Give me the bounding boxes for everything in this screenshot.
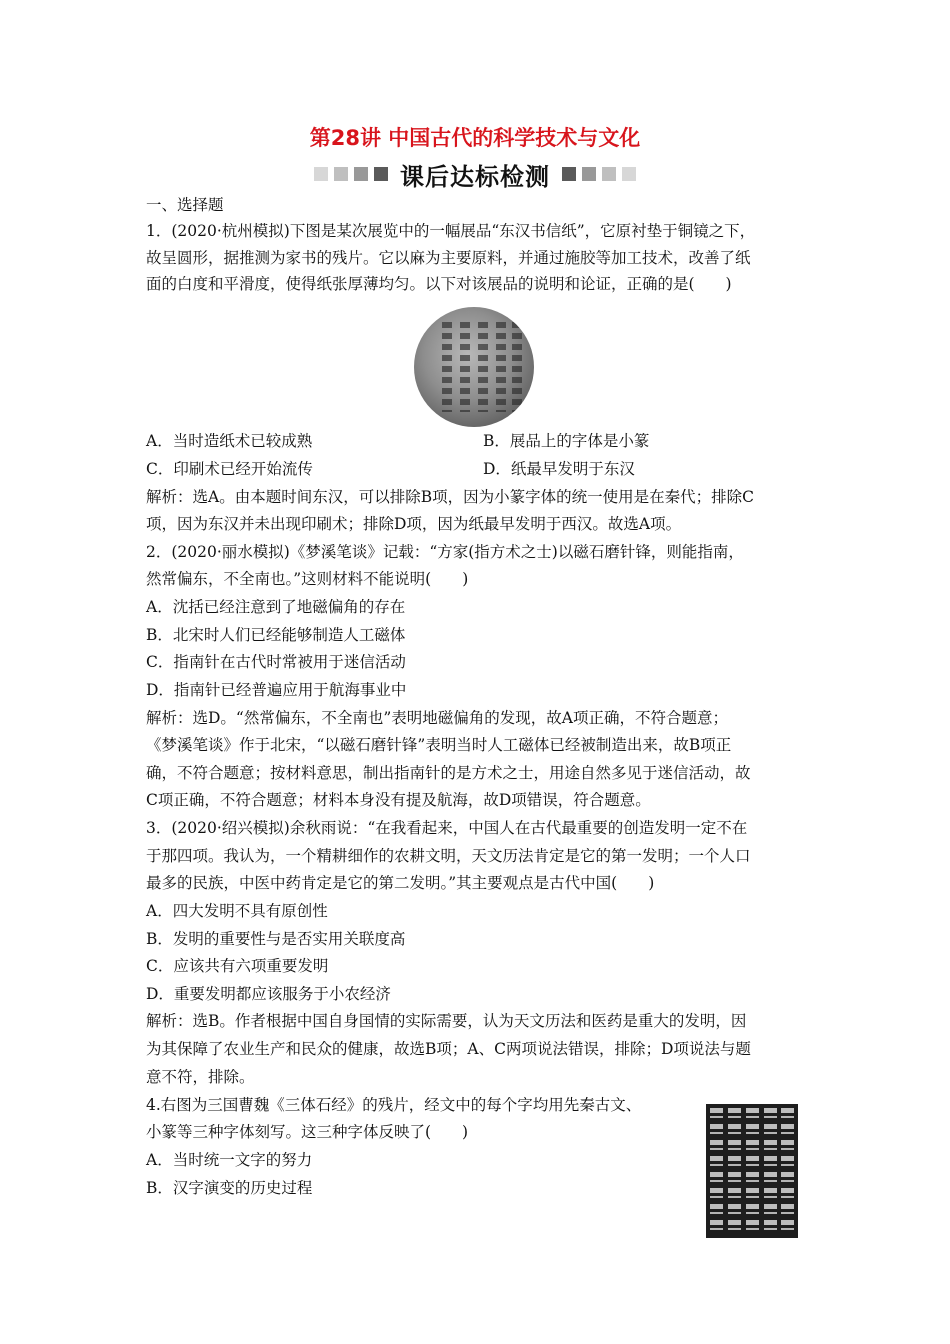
q1-stem-line: 1．(2020·杭州模拟)下图是某次展览中的一幅展品“东汉书信纸”，它原衬垫于铜镜之下， (146, 222, 756, 240)
banner-square (582, 167, 596, 181)
banner-label: 课后达标检测 (400, 162, 550, 191)
q3-option-b: B．发明的重要性与是否实用关联度高 (146, 930, 406, 948)
q4-option-b: B．汉字演变的历史过程 (146, 1179, 313, 1197)
q3-option-d: D．重要发明都应该服务于小农经济 (146, 985, 391, 1003)
banner-square (622, 167, 636, 181)
q3-stem-line: 于那四项。我认为，一个精耕细作的农耕文明，天文历法肯定是它的第一发明；一个人口 (146, 847, 751, 865)
q3-analysis-line: 为其保障了农业生产和民众的健康，故选B项；A、C两项说法错误，排除；D项说法与题 (146, 1040, 751, 1058)
q3-stem-line: 最多的民族，中医中药肯定是它的第二发明。”其主要观点是古代中国( ) (146, 874, 655, 892)
q1-analysis-line: 解析：选A。由本题时间东汉，可以排除B项，因为小篆字体的统一使用是在秦代；排除C (146, 488, 754, 506)
q1-analysis-line: 项，因为东汉并未出现印刷术；排除D项，因为纸最早发明于西汉。故选A项。 (146, 515, 682, 533)
q4-option-a: A．当时统一文字的努力 (146, 1151, 313, 1169)
banner-square (354, 167, 368, 181)
q2-analysis-line: C项正确，不符合题意；材料本身没有提及航海，故D项错误，符合题意。 (146, 791, 651, 809)
q2-option-b: B．北宋时人们已经能够制造人工磁体 (146, 626, 406, 644)
q4-stem-line: 4.右图为三国曹魏《三体石经》的残片，经文中的每个字均用先秦古文、 (146, 1096, 642, 1114)
q1-stem-line: 面的白度和平滑度，使得纸张厚薄均匀。以下对该展品的说明和论证，正确的是( ) (146, 275, 732, 293)
q1-stem-line: 故呈圆形，据推测为家书的残片。它以麻为主要原料，并通过施胶等加工技术，改善了纸 (146, 249, 751, 267)
q2-option-d: D．指南针已经普遍应用于航海事业中 (146, 681, 407, 699)
banner-square (334, 167, 348, 181)
q2-analysis-line: 确，不符合题意；按材料意思，制出指南针的是方术之士，用途自然多见于迷信活动，故 (146, 764, 751, 782)
q2-stem-line: 2．(2020·丽水模拟)《梦溪笔谈》记载：“方家(指方术之士)以磁石磨针锋，则能指南， (146, 543, 744, 561)
section-banner (0, 158, 950, 190)
q2-option-a: A．沈括已经注意到了地磁偏角的存在 (146, 598, 406, 616)
q3-analysis-line: 意不符，排除。 (146, 1068, 255, 1086)
banner-square (314, 167, 328, 181)
stone-classic-image (706, 1104, 798, 1238)
page-title: 第28讲 中国古代的科学技术与文化 (309, 126, 641, 150)
q2-analysis-line: 解析：选D。“然常偏东，不全南也”表明地磁偏角的发现，故A项正确，不符合题意； (146, 709, 728, 727)
q2-analysis-line: 《梦溪笔谈》作于北宋，“以磁石磨针锋”表明当时人工磁体已经被制造出来，故B项正 (146, 736, 732, 754)
banner-square (374, 167, 388, 181)
banner-square (602, 167, 616, 181)
q4-stem-line: 小篆等三种字体刻写。这三种字体反映了( ) (146, 1123, 469, 1141)
q2-option-c: C．指南针在古代时常被用于迷信活动 (146, 653, 406, 671)
q3-analysis-line: 解析：选B。作者根据中国自身国情的实际需要，认为天文历法和医药是重大的发明，因 (146, 1012, 747, 1030)
paper-fragment-image (414, 307, 534, 427)
q3-stem-line: 3．(2020·绍兴模拟)余秋雨说：“在我看起来，中国人在古代最重要的创造发明一定不在 (146, 819, 748, 837)
q1-option-c: C．印刷术已经开始流传 (146, 460, 313, 478)
q2-stem-line: 然常偏东，不全南也。”这则材料不能说明( ) (146, 570, 469, 588)
banner-square (562, 167, 576, 181)
q1-option-b: B．展品上的字体是小篆 (483, 432, 650, 450)
q3-option-a: A．四大发明不具有原创性 (146, 902, 328, 920)
q1-option-d: D．纸最早发明于东汉 (483, 460, 635, 478)
q1-option-a: A．当时造纸术已较成熟 (146, 432, 313, 450)
section-heading: 一、选择题 (146, 196, 224, 214)
q3-option-c: C．应该共有六项重要发明 (146, 957, 329, 975)
